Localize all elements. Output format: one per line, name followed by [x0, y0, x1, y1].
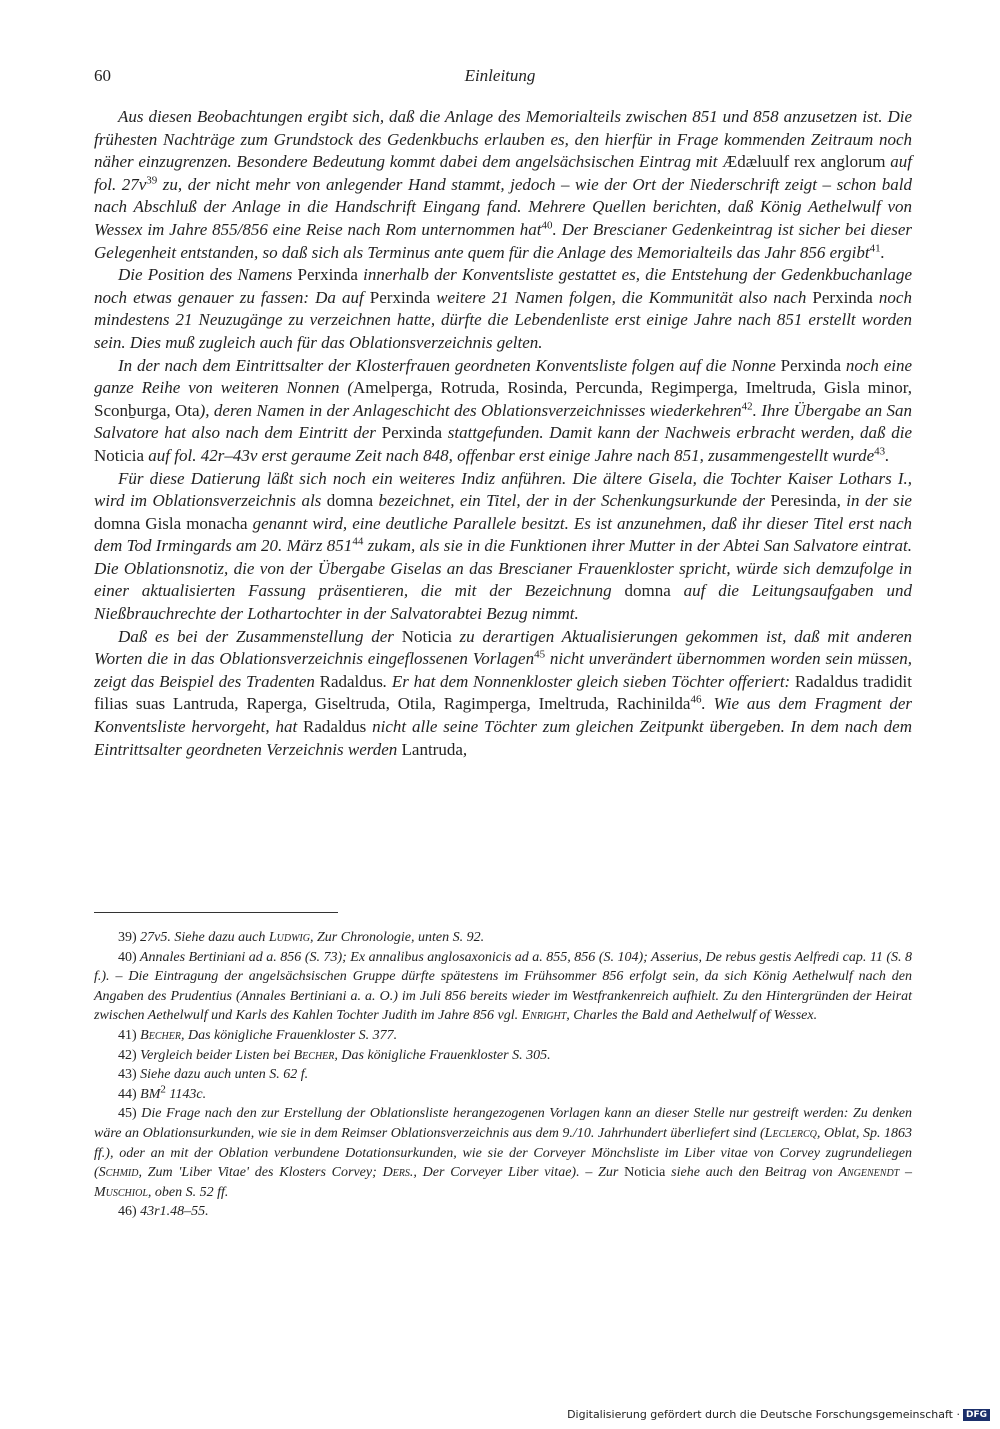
running-title: Einleitung	[464, 66, 536, 85]
text-run: genannt wird, eine deutliche Parallele besitzt. Es ist anzunehmen, daß ihr dieser Titel erst nach dem Tod Irmingards am 20. März 851	[94, 513, 912, 556]
text-run: domna	[326, 491, 374, 511]
text-run: , Zum 'Liber Vitae' des Klosters Corvey;	[138, 1165, 383, 1181]
text-run: ,	[462, 739, 468, 759]
text-run: 46)	[118, 1204, 137, 1220]
text-run: Becher	[293, 1047, 335, 1063]
text-run: 41)	[118, 1027, 137, 1043]
footnote	[94, 1046, 912, 1066]
footnote	[94, 948, 912, 1026]
text-run: In der nach dem Eintrittsalter der Klosterfrauen geordneten Konventsliste folgen auf die Nonne	[118, 355, 781, 375]
footnote	[94, 1104, 912, 1202]
text-run: , Das königliche Frauenkloster S. 377.	[180, 1027, 398, 1043]
text-run: innerhalb der Konventsliste gestattet es, die Entstehung der Gedenkbuchanlage noch etwas genauer zu fassen: Da auf	[94, 265, 912, 307]
text-run: bezeichnet, ein Titel, der in der Schenkungsurkunde der	[373, 491, 771, 511]
text-run: , Das königliche Frauenkloster S. 305.	[334, 1047, 551, 1063]
text-run: noch eine ganze Reihe von weiteren Nonnen (	[94, 355, 913, 398]
footnote-ref: 42	[741, 400, 753, 413]
footnote-ref: 39	[146, 174, 158, 187]
text-run: Enright	[521, 1008, 567, 1024]
text-run: Vergleich beider Listen bei	[136, 1047, 294, 1063]
text-run: Die Position des Namens	[118, 265, 298, 285]
text-run: Perxinda	[381, 423, 443, 443]
text-run: , in der sie	[836, 491, 912, 511]
text-run: . Er hat dem Nonnenkloster gleich sieben Töchter offeriert:	[382, 671, 795, 691]
footnote-ref: 45	[534, 648, 546, 661]
text-run: ), deren Namen in der Anlageschicht des Oblationsverzeichnisses wiederkehren	[199, 400, 742, 420]
text-run: Ders.	[382, 1165, 414, 1181]
footnotes	[94, 928, 912, 1222]
text-run: , Der Corveyer Liber vitae). – Zur	[413, 1165, 625, 1181]
digitization-credit-text: Digitalisierung gefördert durch die Deutsche Forschungsgemeinschaft ·	[567, 1408, 960, 1421]
text-run: Perxinda	[812, 287, 873, 307]
text-run: zukam, als sie in die Funktionen ihrer Mutter in der Abtei San Salvatore eintrat. Die Oblationsnotiz, die von der Übergabe Giselas an das Brescianer Frauenkloster spricht, würde sich demzufolge in einer aktualisierten Fassung präsentieren, die mit der Bezeichnung	[94, 536, 912, 601]
text-run: , Oblat, Sp. 1863 ff.), oder an mit der Oblation verbundene Dotationsurkunden, wie sie der Corveyer Mönchsliste im Liber vitae von Corvey zugrundeliegen (	[94, 1125, 913, 1181]
text-run: Die Frage nach den zur Erstellung der Oblationsliste herangezogenen Vorlagen kann an dieser Stelle nur gestreift werden: Zu denken wäre an Oblationsurkunden, wie sie in dem Reimser Oblationsverzeichnis aus dem 9./10. Jahrhundert überliefert sind (	[94, 1106, 912, 1141]
text-run: Daß es bei der Zusammenstellung der	[118, 626, 402, 646]
text-run: 43r1.48–55.	[136, 1204, 209, 1220]
text-run: Leclercq	[764, 1125, 817, 1141]
digitization-credit	[567, 1408, 990, 1421]
text-run: noch mindestens 21 Neuzugänge zu verzeichnen hatte, dürfte die Lebendenliste erst einige Jahre nach 851 erstellt worden sein. Dies muß zugleich auch für das Oblationsverzeichnis gelten.	[94, 287, 912, 352]
footnote	[94, 1085, 912, 1105]
text-run: Siehe dazu auch unten S. 62 f.	[136, 1067, 309, 1083]
text-run: . Der Brescianer Gedenkeintrag ist sicher bei dieser Gelegenheit entstanden, so daß sich als Terminus ante quem für die Anlage des Memorialteils das Jahr 856 ergibt	[94, 219, 913, 262]
text-run: nicht unverändert übernommen worden sein müssen, zeigt das Beispiel des Tradenten	[94, 649, 912, 691]
text-run: Lantruda	[401, 739, 463, 759]
text-run: Becher	[140, 1027, 181, 1043]
text-run: Ludwig	[268, 930, 310, 945]
text-run: 1143c.	[165, 1086, 207, 1102]
text-run: zu derartigen Aktualisierungen gekommen ist, daß mit anderen Worten die in das Oblationsverzeichnis eingeflossenen Vorlagen	[94, 626, 912, 669]
text-run: , oben S. 52 ff.	[147, 1184, 229, 1200]
page-number: 60	[94, 66, 111, 85]
text-run: 27v5. Siehe dazu auch	[136, 930, 269, 945]
text-run: . Ihre Übergabe an San Salvatore hat also nach dem Eintritt der	[94, 400, 912, 443]
footnote-ref: 46	[690, 693, 702, 706]
text-run: , Charles the Bald and Aethelwulf of Wessex.	[566, 1008, 818, 1024]
footnote	[94, 1202, 912, 1222]
footnote-ref: 43	[874, 445, 886, 458]
text-run: .	[885, 445, 890, 465]
text-run: Amelperga, Rotruda, Rosinda, Percunda, Regimperga, Imeltruda, Gisla minor, Sconḇurga, Ota	[94, 378, 912, 420]
text-run: Noticia	[401, 626, 452, 646]
text-run: 42)	[118, 1047, 137, 1063]
text-run: Perxinda	[297, 265, 358, 285]
text-run: auf die Leitungsaufgaben und Nießbrauchrechte der Lothartochter in der Salvatorabtei Bezug nimmt.	[94, 581, 913, 624]
text-run: nicht alle seine Töchter zum gleichen Zeitpunkt übergeben. In dem nach dem Eintrittsalter geordneten Verzeichnis werden	[94, 717, 912, 759]
text-run: domna Gisla monacha	[94, 513, 248, 533]
text-run: 45)	[118, 1106, 137, 1122]
text-run: . Wie aus dem Fragment der Konventsliste hervorgeht, hat	[94, 694, 913, 737]
main-text	[94, 106, 912, 761]
footnote-ref: 41	[869, 241, 881, 254]
text-run: Noticia	[94, 445, 145, 465]
text-run: Schmid	[98, 1165, 139, 1181]
text-run: Radaldus	[303, 717, 367, 737]
paragraph	[94, 106, 912, 264]
text-run: siehe auch den Beitrag von	[665, 1165, 839, 1181]
text-run: domna	[624, 581, 671, 601]
text-run: stattgefunden. Damit kann der Nachweis erbracht werden, daß die	[442, 423, 912, 443]
text-run: zu, der nicht mehr von anlegender Hand stammt, jedoch – wie der Ort der Niederschrift zeigt – schon bald nach Abschluß der Anlage in die Handschrift Eingang fand. Mehrere Quellen berichten, daß König Aethelwulf von Wessex im Jahre 855/856 eine Reise nach Rom unternommen hat	[94, 174, 913, 239]
footnote-ref: 40	[541, 219, 553, 232]
text-run: BM	[136, 1086, 161, 1102]
paragraph	[94, 355, 912, 468]
footnote	[94, 1065, 912, 1085]
text-run: Radaldus tradidit filias suas Lantruda, Raperga, Giseltruda, Otila, Ragimperga, Imeltruda, Rachinilda	[94, 671, 912, 714]
footnote	[94, 928, 912, 948]
text-run: , Zur Chronologie, unten S. 92.	[310, 930, 485, 945]
footnote-rule	[94, 912, 338, 913]
text-run: 39)	[118, 930, 137, 945]
text-run: Noticia	[624, 1165, 666, 1181]
text-run: Perxinda	[369, 287, 431, 307]
text-run: auf fol. 27v	[94, 152, 912, 194]
text-run: Aus diesen Beobachtungen ergibt sich, daß die Anlage des Memorialteils zwischen 851 und 858 anzusetzen ist. Die frühesten Nachträge zum Grundstock des Gedenkbuchs erlauben es, den hierfür in Frage kommenden Zeitraum noch näher einzugrenzen. Besondere Bedeutung kommt dabei dem angelsächsischen Eintrag mit	[94, 107, 912, 172]
footnote	[94, 1026, 912, 1046]
text-run: 43)	[118, 1067, 137, 1083]
text-run: 44)	[118, 1086, 137, 1102]
text-run: Annales Bertiniani ad a. 856 (S. 73); Ex annalibus anglosaxonicis ad a. 855, 856 (S. 104); Asserius, De rebus gestis Aelfredi cap. 11 (S. 8 f.). – Die Eintragung der angelsächsischen Gruppe dürfte spätestens im Frühsommer 856 erfolgt sein, da sich König Aethelwulf nach den Angaben des Prudentius (Annales Bertiniani a. a. O.) im Juli 856 bereits wieder im Westfrankenreich aufhielt. Zu den Hintergründen der Heirat zwischen Aethelwulf und Karls des Kahlen Tochter Judith im Jahre 856 vgl.	[94, 949, 912, 1024]
paragraph	[94, 626, 912, 762]
text-run: Perxinda	[780, 355, 842, 375]
dfg-logo-icon: DFG	[963, 1409, 990, 1421]
text-run: 40)	[118, 949, 137, 965]
text-run: Ædæluulf rex anglorum	[722, 152, 886, 172]
text-run: Radaldus	[319, 671, 383, 691]
paragraph	[94, 264, 912, 354]
text-run: weitere 21 Namen folgen, die Kommunität also nach	[430, 287, 813, 307]
text-run: Angenendt – Muschiol	[94, 1165, 912, 1200]
footnote-ref: 44	[352, 535, 364, 548]
text-run: Für diese Datierung läßt sich noch ein weiteres Indiz anführen. Die ältere Gisela, die Tochter Kaiser Lothars I., wird im Oblationsverzeichnis als	[94, 468, 912, 511]
text-run: auf fol. 42r–43v erst geraume Zeit nach 848, offenbar erst einige Jahre nach 851, zusammengestellt wurde	[144, 445, 875, 465]
paragraph	[94, 468, 912, 626]
text-run: .	[880, 242, 885, 262]
text-run: Peresinda	[770, 491, 837, 511]
footnote-ref: 2	[160, 1083, 166, 1096]
